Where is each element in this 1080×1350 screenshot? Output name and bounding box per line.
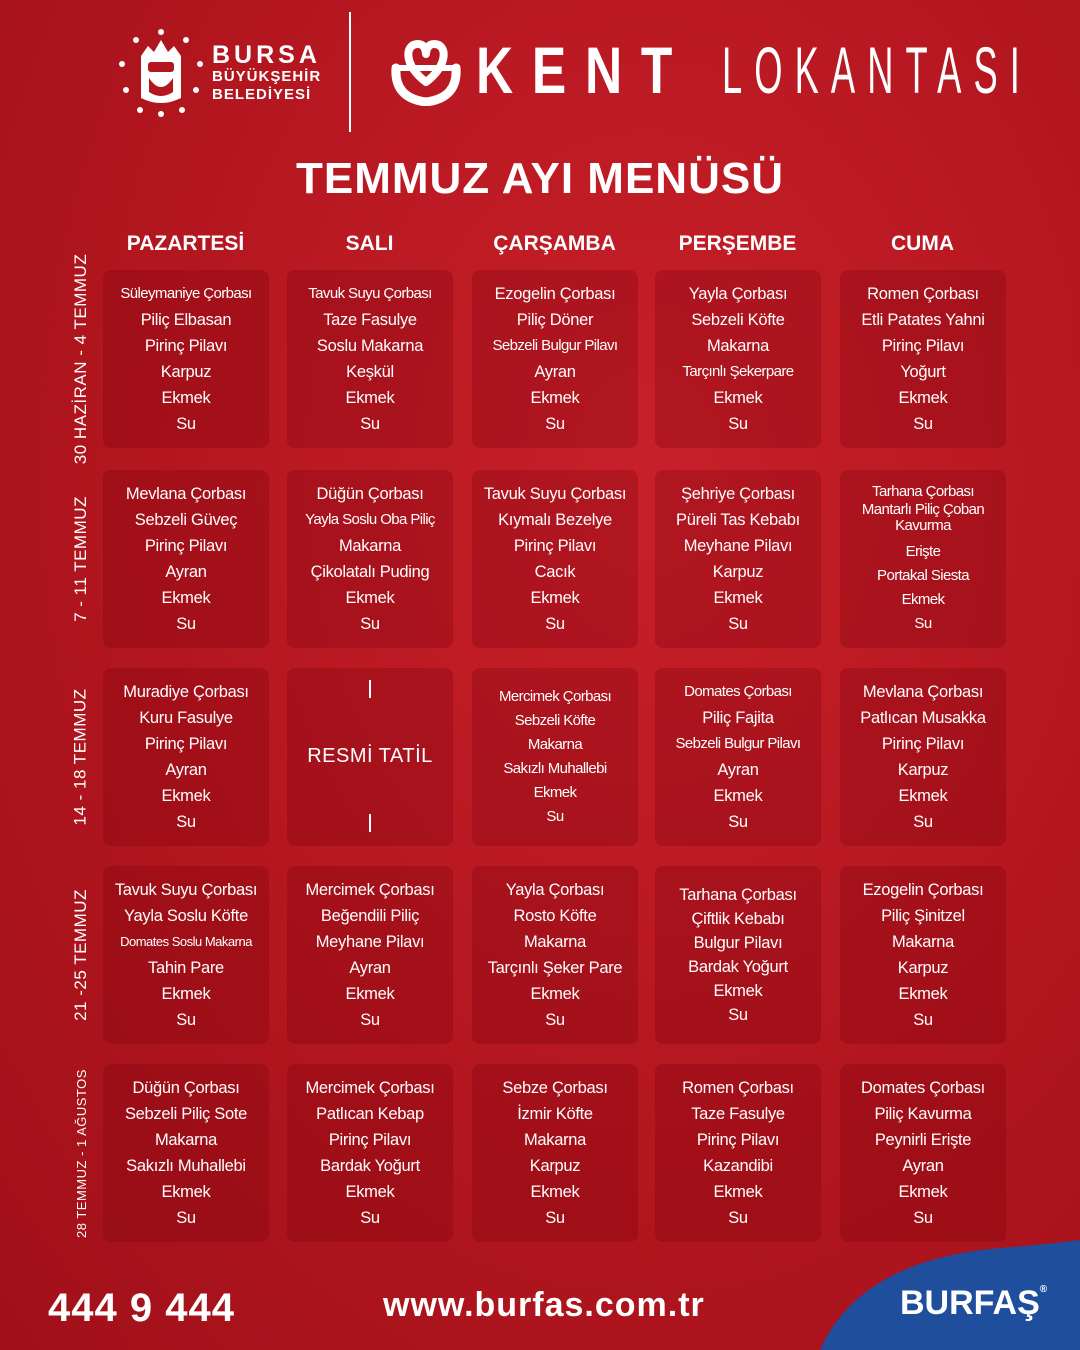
- menu-item: Ekmek: [713, 982, 763, 1000]
- page-title: TEMMUZ AYI MENÜSÜ: [296, 154, 784, 203]
- menu-item: Patlıcan Kebap: [316, 1105, 424, 1123]
- menu-cell: [472, 270, 638, 448]
- menu-item: Ekmek: [161, 389, 211, 407]
- menu-item: Soslu Makarna: [316, 337, 424, 355]
- day-header-carsamba: ÇARŞAMBA: [493, 232, 616, 255]
- menu-cell: [287, 866, 453, 1044]
- menu-item: Sakızlı Muhallebi: [503, 760, 607, 777]
- menu-item: Pirinç Pilavı: [144, 735, 228, 753]
- holiday-bar-bottom: [369, 814, 371, 832]
- menu-item: Ekmek: [161, 1183, 211, 1201]
- menu-item: Mercimek Çorbası: [305, 1079, 435, 1097]
- menu-cell: [472, 866, 638, 1044]
- menu-item: Erişte: [905, 543, 941, 560]
- menu-item: Beğendili Piliç: [320, 907, 420, 925]
- menu-item: Su: [545, 415, 565, 433]
- day-header-pazartesi: PAZARTESİ: [126, 232, 245, 255]
- menu-item: Makarna: [891, 933, 955, 951]
- menu-cell: [103, 270, 269, 448]
- menu-item: Kıymalı Bezelye: [498, 511, 612, 529]
- menu-item: Piliç Döner: [516, 311, 594, 329]
- menu-item: Tarçınlı Şeker Pare: [487, 959, 623, 977]
- menu-cell: [472, 668, 638, 846]
- menu-item: Tavuk Suyu Çorbası: [308, 285, 432, 302]
- menu-item: Ayran: [902, 1157, 944, 1175]
- menu-item: Tavuk Suyu Çorbası: [114, 881, 258, 899]
- holiday-bar-top: [369, 680, 371, 698]
- menu-item: Düğün Çorbası: [132, 1079, 240, 1097]
- menu-cell: [655, 270, 821, 448]
- menu-item: Ekmek: [530, 1183, 580, 1201]
- menu-item: Etli Patates Yahni: [861, 311, 985, 329]
- menu-item: Yayla Soslu Köfte: [124, 907, 248, 925]
- menu-item: Su: [360, 1209, 380, 1227]
- menu-item: Su: [360, 615, 380, 633]
- burfas-logo: [900, 1284, 1047, 1323]
- menu-item: Su: [176, 1011, 196, 1029]
- menu-item: Sakızlı Muhallebi: [126, 1157, 246, 1175]
- header-divider: [349, 12, 351, 132]
- menu-item: Romen Çorbası: [867, 285, 979, 303]
- menu-item: Sebzeli Piliç Sote: [124, 1105, 248, 1123]
- menu-item: Ekmek: [530, 985, 580, 1003]
- holiday-label: RESMİ TATİL: [307, 744, 433, 767]
- menu-item: Ekmek: [901, 591, 945, 608]
- menu-item: Karpuz: [897, 959, 949, 977]
- week-label-4: 21 -25 TEMMUZ: [71, 889, 91, 1021]
- kent-lokantasi-wordmark: [476, 34, 1080, 106]
- menu-item: Pirinç Pilavı: [881, 735, 965, 753]
- menu-cell: [655, 470, 821, 648]
- menu-item: Yayla Soslu Oba Piliç: [305, 511, 435, 528]
- menu-item: Su: [545, 1011, 565, 1029]
- menu-item: Rosto Köfte: [513, 907, 597, 925]
- menu-item: Ayran: [534, 363, 576, 381]
- menu-item: Bardak Yoğurt: [320, 1157, 420, 1175]
- menu-cell: [287, 1064, 453, 1242]
- menu-item: Su: [728, 1209, 748, 1227]
- menu-cell: [840, 270, 1006, 448]
- menu-item: Mercimek Çorbası: [498, 688, 612, 705]
- menu-item: Ayran: [165, 563, 207, 581]
- phone-number[interactable]: 444 9 444: [48, 1286, 235, 1330]
- menu-item: Pirinç Pilavı: [881, 337, 965, 355]
- day-header-persembe: PERŞEMBE: [678, 232, 797, 255]
- menu-item: Ekmek: [161, 589, 211, 607]
- menu-item: Makarna: [523, 933, 587, 951]
- menu-item: Pirinç Pilavı: [696, 1131, 780, 1149]
- menu-item: İzmir Köfte: [517, 1105, 593, 1123]
- menu-item: Su: [913, 813, 933, 831]
- menu-item: Pirinç Pilavı: [513, 537, 597, 555]
- menu-item: Pirinç Pilavı: [144, 337, 228, 355]
- menu-item: Domates Çorbası: [684, 683, 792, 700]
- menu-item: Su: [914, 615, 932, 632]
- menu-item: Piliç Elbasan: [140, 311, 232, 329]
- menu-cell: [840, 470, 1006, 648]
- menu-item: Ekmek: [161, 787, 211, 805]
- menu-item: Portakal Siesta: [877, 567, 969, 584]
- menu-item: Cacık: [534, 563, 576, 581]
- menu-item: Sebzeli Güveç: [134, 511, 238, 529]
- menu-item: Bulgur Pilavı: [693, 934, 783, 952]
- menu-item: Tarçınlı Şekerpare: [682, 363, 794, 380]
- menu-item: Bardak Yoğurt: [688, 958, 788, 976]
- week-label-1: 30 HAZİRAN - 4 TEMMUZ: [71, 253, 90, 465]
- brand-light: LOKANTASI: [721, 33, 1032, 107]
- menu-item: Su: [728, 615, 748, 633]
- menu-item: Piliç Fajita: [702, 709, 774, 727]
- menu-item: Su: [176, 615, 196, 633]
- menu-item: Tarhana Çorbası: [679, 886, 797, 904]
- menu-item: Muradiye Çorbası: [123, 683, 249, 701]
- menu-item: Romen Çorbası: [682, 1079, 794, 1097]
- menu-item: Mercimek Çorbası: [305, 881, 435, 899]
- menu-cell: [655, 668, 821, 846]
- menu-item: Sebzeli Köfte: [514, 712, 596, 729]
- menu-item: Ekmek: [345, 389, 395, 407]
- week-label-5: 28 TEMMUZ - 1 AĞUSTOS: [73, 1068, 89, 1238]
- kent-lokantasi-heart-bowl-icon: [390, 38, 462, 106]
- menu-item: Mevlana Çorbası: [125, 485, 247, 503]
- menu-item: Pirinç Pilavı: [328, 1131, 412, 1149]
- menu-item: Düğün Çorbası: [316, 485, 424, 503]
- menu-item: Tarhana Çorbası: [872, 483, 974, 500]
- menu-cell: [103, 470, 269, 648]
- header: [0, 0, 1080, 140]
- menu-cell: [655, 866, 821, 1044]
- week-label-2: 7 - 11 TEMMUZ: [71, 496, 90, 622]
- menu-cell: [103, 1064, 269, 1242]
- menu-item: Makarna: [338, 537, 402, 555]
- menu-item: Meyhane Pilavı: [315, 933, 425, 951]
- menu-item: Su: [913, 1011, 933, 1029]
- menu-item: Kuru Fasulye: [139, 709, 233, 727]
- menu-item: Ekmek: [530, 389, 580, 407]
- menu-item: Su: [545, 615, 565, 633]
- menu-cell: [840, 866, 1006, 1044]
- menu-cell: [472, 470, 638, 648]
- bbb-logo: [116, 26, 322, 118]
- menu-item: Domates Soslu Makarna: [120, 934, 252, 949]
- menu-item: Yoğurt: [900, 363, 946, 381]
- menu-cell: [103, 866, 269, 1044]
- menu-cell: [287, 270, 453, 448]
- menu-item: Su: [913, 415, 933, 433]
- menu-item: Makarna: [527, 736, 583, 753]
- menu-item: Taze Fasulye: [323, 311, 417, 329]
- holiday-cell: [287, 668, 453, 846]
- menu-item: Karpuz: [529, 1157, 581, 1175]
- menu-item: Patlıcan Musakka: [860, 709, 986, 727]
- menu-cell: [472, 1064, 638, 1242]
- week-label-3: 14 - 18 TEMMUZ: [71, 688, 90, 826]
- menu-item: Ezogelin Çorbası: [494, 285, 616, 303]
- menu-item: Tahin Pare: [148, 959, 224, 977]
- menu-item: Yayla Çorbası: [688, 285, 788, 303]
- menu-item: Çiftlik Kebabı: [691, 910, 785, 928]
- day-header-sali: SALI: [345, 232, 394, 255]
- menu-item: Taze Fasulye: [691, 1105, 785, 1123]
- menu-item: Piliç Kavurma: [874, 1105, 972, 1123]
- menu-item: Su: [360, 415, 380, 433]
- menu-item: Pirinç Pilavı: [144, 537, 228, 555]
- menu-item: Su: [176, 813, 196, 831]
- registered-mark: ®: [1039, 1284, 1048, 1295]
- menu-item: Ezogelin Çorbası: [862, 881, 984, 899]
- menu-item: Püreli Tas Kebabı: [676, 511, 800, 529]
- menu-item: Ayran: [717, 761, 759, 779]
- bbb-line-2: BÜYÜKŞEHİR: [212, 68, 322, 85]
- menu-item: Peynirli Erişte: [874, 1131, 972, 1149]
- bbb-line-1: BURSA: [212, 41, 321, 69]
- menu-item: Ekmek: [345, 589, 395, 607]
- website-link[interactable]: www.burfas.com.tr: [383, 1286, 705, 1324]
- menu-cell: [655, 1064, 821, 1242]
- day-header-cuma: CUMA: [891, 232, 954, 255]
- menu-item: Yayla Çorbası: [505, 881, 605, 899]
- menu-item: Süleymaniye Çorbası: [120, 285, 252, 302]
- menu-item: Kazandibi: [703, 1157, 773, 1175]
- menu-item: Sebzeli Bulgur Pilavı: [492, 337, 618, 354]
- menu-item: Ekmek: [345, 985, 395, 1003]
- menu-cell: [103, 668, 269, 846]
- menu-item: Keşkül: [346, 363, 394, 381]
- menu-item: Çikolatalı Puding: [310, 563, 430, 581]
- menu-item: Su: [913, 1209, 933, 1227]
- menu-item: Sebze Çorbası: [502, 1079, 608, 1097]
- menu-item: Ekmek: [713, 787, 763, 805]
- menu-item: Mevlana Çorbası: [862, 683, 984, 701]
- menu-item: Ekmek: [898, 1183, 948, 1201]
- menu-item: Tavuk Suyu Çorbası: [483, 485, 627, 503]
- menu-item: Su: [546, 808, 564, 825]
- menu-item: Makarna: [154, 1131, 218, 1149]
- menu-item: Ekmek: [533, 784, 577, 801]
- menu-item: Ayran: [165, 761, 207, 779]
- burfas-wordmark: BURFAŞ: [900, 1284, 1040, 1322]
- menu-item: Ekmek: [713, 1183, 763, 1201]
- menu-item: Mantarlı Piliç Çoban Kavurma: [861, 501, 985, 534]
- menu-item: Ekmek: [345, 1183, 395, 1201]
- menu-cell: [287, 470, 453, 648]
- menu-item: Ekmek: [161, 985, 211, 1003]
- menu-item: Makarna: [706, 337, 770, 355]
- menu-cell: [840, 668, 1006, 846]
- menu-item: Ekmek: [898, 389, 948, 407]
- menu-item: Su: [728, 415, 748, 433]
- menu-item: Sebzeli Bulgur Pilavı: [675, 735, 801, 752]
- menu-item: Makarna: [523, 1131, 587, 1149]
- menu-item: Su: [176, 1209, 196, 1227]
- menu-item: Ekmek: [713, 389, 763, 407]
- brand-bold: KENT: [476, 33, 692, 107]
- menu-item: Karpuz: [712, 563, 764, 581]
- menu-item: Şehriye Çorbası: [681, 485, 795, 503]
- bbb-line-3: BELEDİYESİ: [212, 86, 312, 103]
- menu-item: Domates Çorbası: [861, 1079, 985, 1097]
- menu-item: Su: [545, 1209, 565, 1227]
- menu-item: Su: [728, 813, 748, 831]
- menu-item: Ekmek: [898, 787, 948, 805]
- menu-item: Ekmek: [898, 985, 948, 1003]
- bursa-emblem-icon: [116, 26, 206, 118]
- menu-item: Karpuz: [897, 761, 949, 779]
- menu-item: Ekmek: [713, 589, 763, 607]
- menu-item: Su: [176, 415, 196, 433]
- menu-item: Ayran: [349, 959, 391, 977]
- menu-item: Meyhane Pilavı: [683, 537, 793, 555]
- menu-item: Sebzeli Köfte: [691, 311, 785, 329]
- menu-cell: [840, 1064, 1006, 1242]
- menu-item: Piliç Şinitzel: [881, 907, 965, 925]
- menu-item: Karpuz: [160, 363, 212, 381]
- menu-item: Su: [728, 1006, 748, 1024]
- menu-item: Su: [360, 1011, 380, 1029]
- menu-item: Ekmek: [530, 589, 580, 607]
